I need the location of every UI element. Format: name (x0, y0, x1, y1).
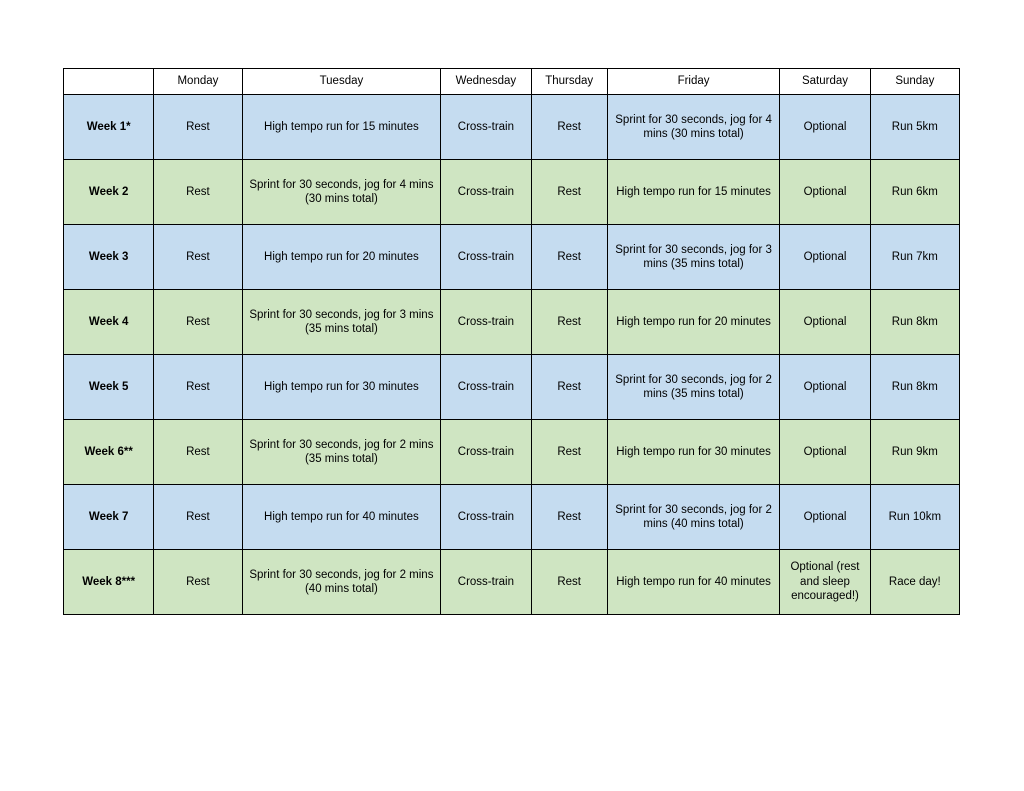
header-cell-friday: Friday (607, 69, 780, 95)
cell-thursday: Rest (531, 355, 607, 420)
cell-thursday: Rest (531, 290, 607, 355)
cell-monday: Rest (154, 550, 242, 615)
week-label: Week 1* (64, 95, 154, 160)
table-row (64, 420, 960, 485)
table-row (64, 290, 960, 355)
header-cell-saturday: Saturday (780, 69, 870, 95)
cell-saturday: Optional (780, 485, 870, 550)
header-cell-thursday: Thursday (531, 69, 607, 95)
cell-friday: High tempo run for 15 minutes (607, 160, 780, 225)
cell-wednesday: Cross-train (441, 420, 531, 485)
cell-wednesday: Cross-train (441, 290, 531, 355)
week-label: Week 2 (64, 160, 154, 225)
table-row (64, 95, 960, 160)
cell-thursday: Rest (531, 485, 607, 550)
header-cell-monday: Monday (154, 69, 242, 95)
cell-wednesday: Cross-train (441, 160, 531, 225)
cell-thursday: Rest (531, 160, 607, 225)
header-cell-tuesday: Tuesday (242, 69, 441, 95)
table-body (64, 95, 960, 615)
cell-sunday: Run 8km (870, 290, 959, 355)
cell-saturday: Optional (780, 290, 870, 355)
cell-saturday: Optional (780, 420, 870, 485)
cell-tuesday: High tempo run for 20 minutes (242, 225, 441, 290)
cell-saturday: Optional (780, 160, 870, 225)
cell-friday: High tempo run for 30 minutes (607, 420, 780, 485)
cell-tuesday: Sprint for 30 seconds, jog for 2 mins (35 mins total) (242, 420, 441, 485)
training-plan-table (63, 68, 960, 615)
cell-saturday: Optional (780, 355, 870, 420)
cell-sunday: Race day! (870, 550, 959, 615)
cell-friday: Sprint for 30 seconds, jog for 2 mins (35 mins total) (607, 355, 780, 420)
cell-sunday: Run 10km (870, 485, 959, 550)
cell-friday: Sprint for 30 seconds, jog for 4 mins (30 mins total) (607, 95, 780, 160)
cell-thursday: Rest (531, 550, 607, 615)
cell-thursday: Rest (531, 225, 607, 290)
cell-monday: Rest (154, 160, 242, 225)
cell-sunday: Run 9km (870, 420, 959, 485)
cell-tuesday: High tempo run for 40 minutes (242, 485, 441, 550)
week-label: Week 4 (64, 290, 154, 355)
table-row (64, 550, 960, 615)
cell-wednesday: Cross-train (441, 550, 531, 615)
cell-monday: Rest (154, 485, 242, 550)
week-label: Week 7 (64, 485, 154, 550)
cell-thursday: Rest (531, 420, 607, 485)
cell-saturday: Optional (rest and sleep encouraged!) (780, 550, 870, 615)
cell-sunday: Run 5km (870, 95, 959, 160)
week-label: Week 8*** (64, 550, 154, 615)
table-row (64, 160, 960, 225)
cell-tuesday: High tempo run for 30 minutes (242, 355, 441, 420)
cell-monday: Rest (154, 225, 242, 290)
cell-tuesday: Sprint for 30 seconds, jog for 3 mins (35 mins total) (242, 290, 441, 355)
cell-saturday: Optional (780, 95, 870, 160)
cell-sunday: Run 7km (870, 225, 959, 290)
cell-wednesday: Cross-train (441, 225, 531, 290)
cell-monday: Rest (154, 290, 242, 355)
header-cell-wednesday: Wednesday (441, 69, 531, 95)
cell-sunday: Run 8km (870, 355, 959, 420)
table-row (64, 355, 960, 420)
header-cell-sunday: Sunday (870, 69, 959, 95)
header-row (64, 69, 960, 95)
cell-wednesday: Cross-train (441, 485, 531, 550)
week-label: Week 5 (64, 355, 154, 420)
table-row (64, 225, 960, 290)
table-header (64, 69, 960, 95)
cell-wednesday: Cross-train (441, 355, 531, 420)
cell-tuesday: High tempo run for 15 minutes (242, 95, 441, 160)
table-row (64, 485, 960, 550)
cell-monday: Rest (154, 95, 242, 160)
cell-sunday: Run 6km (870, 160, 959, 225)
cell-friday: High tempo run for 20 minutes (607, 290, 780, 355)
cell-friday: Sprint for 30 seconds, jog for 2 mins (40 mins total) (607, 485, 780, 550)
cell-monday: Rest (154, 355, 242, 420)
week-label: Week 3 (64, 225, 154, 290)
week-label: Week 6** (64, 420, 154, 485)
cell-friday: Sprint for 30 seconds, jog for 3 mins (35 mins total) (607, 225, 780, 290)
cell-thursday: Rest (531, 95, 607, 160)
training-plan-sheet (63, 68, 960, 615)
header-cell-week (64, 69, 154, 95)
cell-friday: High tempo run for 40 minutes (607, 550, 780, 615)
cell-tuesday: Sprint for 30 seconds, jog for 2 mins (40 mins total) (242, 550, 441, 615)
cell-monday: Rest (154, 420, 242, 485)
cell-wednesday: Cross-train (441, 95, 531, 160)
cell-saturday: Optional (780, 225, 870, 290)
cell-tuesday: Sprint for 30 seconds, jog for 4 mins (30 mins total) (242, 160, 441, 225)
